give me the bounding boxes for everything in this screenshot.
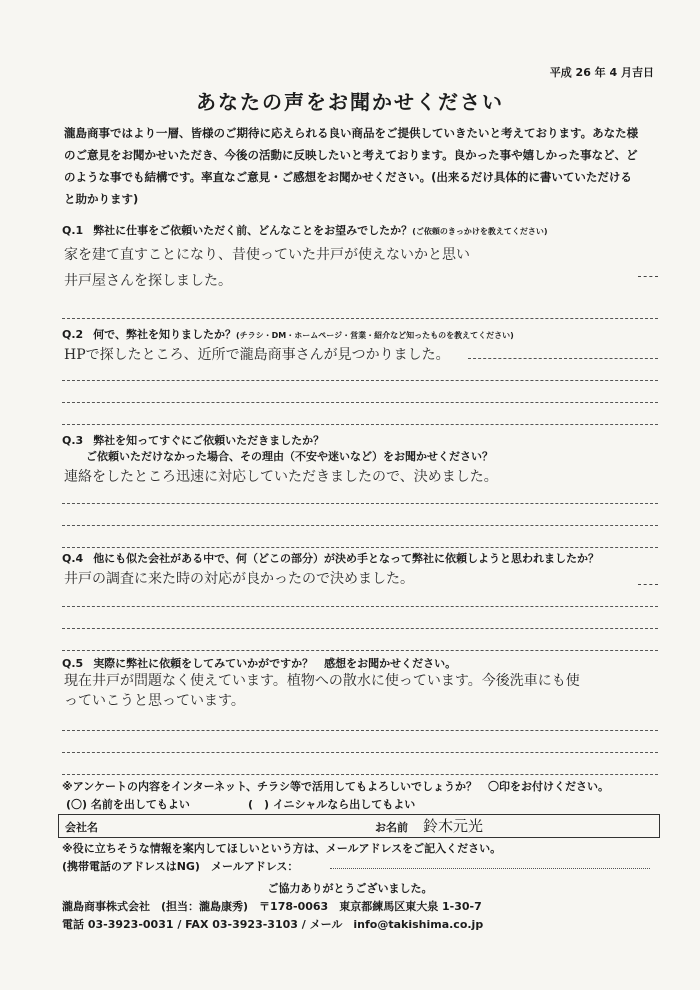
q3-question-sub: ご依頼いただけなかった場合、その理由（不安や迷いなど）をお聞かせください？: [86, 450, 493, 463]
q3-question: [62, 432, 324, 448]
q3-text: 弊社を知ってすぐにご依頼いただきましたか？: [93, 434, 325, 447]
q2-answer-line-1: HPで探したところ、近所で瀧島商事さんが見つかりました。: [64, 347, 450, 363]
q5-question: [62, 655, 456, 671]
intro-line: と助かります): [64, 192, 139, 206]
publish-option-initials[interactable]: ( ) イニシャルなら出してもよい: [248, 798, 416, 811]
email-field[interactable]: [330, 868, 650, 869]
answer-rule: [62, 503, 658, 504]
answer-rule: [468, 358, 658, 359]
q4-text: 他にも似た会社がある中で、何（どこの部分）が決め手となって弊社に依頼しようと思われましたか？: [93, 552, 599, 565]
q4-answer-line-1: 井戸の調査に来た時の対応が良かったので決めました。: [64, 571, 414, 587]
q4-question: [62, 550, 599, 566]
email-note: ※役に立ちそうな情報を案内してほしいという方は、メールアドレスをご記入ください。: [62, 842, 502, 855]
answer-rule: [62, 628, 658, 629]
answer-rule: [62, 318, 658, 319]
intro-line: 瀧島商事ではより一層、皆様のご期待に応えられる良い商品をご提供していきたいと考えております。あなた様: [64, 126, 639, 140]
q2-question: [62, 326, 514, 342]
q2-number: Q.2: [62, 328, 84, 341]
date: 平成 26 年 4 月吉日: [549, 66, 654, 79]
answer-rule: [62, 752, 658, 753]
answer-rule: [62, 424, 658, 425]
answer-rule: [62, 774, 658, 775]
publish-option-name[interactable]: (〇) 名前を出してもよい: [66, 798, 190, 811]
margin-mark: [638, 276, 658, 277]
answer-rule: [62, 402, 658, 403]
q1-number: Q.1: [62, 224, 84, 237]
company-label: 会社名: [65, 821, 98, 834]
contact-info: 電話 03-3923-0031 / FAX 03-3923-3103 / メール info@takishima.co.jp: [62, 918, 484, 931]
q1-answer-line-2: 井戸屋さんを探しました。: [64, 273, 232, 289]
answer-rule: [62, 380, 658, 381]
intro-text: [64, 122, 660, 210]
answer-rule: [62, 650, 658, 651]
page-title: あなたの声をお聞かせください: [196, 90, 504, 114]
publish-question: ※アンケートの内容をインターネット、チラシ等で活用してもよろしいでしょうか？ 〇印をお付けください。: [62, 780, 610, 793]
q5-text: 実際に弊社に依頼をしてみていかがですか？ 感想をお聞かせください。: [93, 657, 457, 670]
q2-text: 何で、弊社を知りましたか？: [93, 328, 236, 341]
q1-question: [62, 222, 548, 238]
intro-line: のご意見をお聞かせいただき、今後の活動に反映したいと考えております。良かった事や嬉しかった事など、ど: [64, 148, 638, 162]
name-label: お名前: [375, 821, 408, 834]
answer-rule: [62, 525, 658, 526]
q5-answer-line-2: っていこうと思っています。: [64, 693, 245, 709]
q3-answer-line-1: 連絡をしたところ迅速に対応していただきましたので、決めました。: [64, 469, 498, 485]
q2-note: (チラシ・DM・ホームページ・営業・紹介など知ったものを教えてください): [235, 331, 514, 340]
q5-number: Q.5: [62, 657, 84, 670]
email-label: (携帯電話のアドレスはNG) メールアドレス：: [62, 860, 299, 873]
answer-rule: [62, 547, 658, 548]
thanks-text: ご協力ありがとうございました。: [267, 882, 433, 895]
name-value[interactable]: 鈴木元光: [423, 817, 484, 835]
q1-note: (ご依頼のきっかけを教えてください): [412, 227, 548, 236]
intro-line: のような事でも結構です。率直なご意見・ご感想をお聞かせください。(出来るだけ具体的に書いていただける: [64, 170, 632, 184]
q4-number: Q.4: [62, 552, 84, 565]
q3-number: Q.3: [62, 434, 84, 447]
q1-text: 弊社に仕事をご依頼いただく前、どんなことをお望みでしたか？: [93, 224, 413, 237]
company-info: 瀧島商事株式会社 (担当：瀧島康秀) 〒178-0063 東京都練馬区東大泉 1-30-7: [62, 900, 482, 913]
q5-answer-line-1: 現在井戸が問題なく使えています。植物への散水に使っています。今後洗車にも使: [64, 673, 580, 689]
name-box: [58, 814, 660, 838]
answer-rule: [62, 606, 658, 607]
answer-rule: [62, 730, 658, 731]
margin-mark: [638, 584, 658, 585]
q1-answer-line-1: 家を建て直すことになり、昔使っていた井戸が使えないかと思い: [64, 247, 470, 263]
